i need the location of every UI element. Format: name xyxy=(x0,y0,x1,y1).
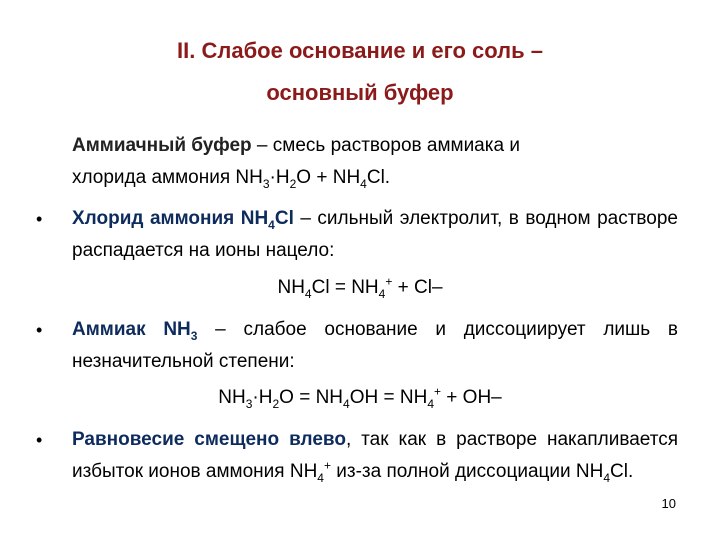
bullet-1-marker: • xyxy=(36,209,43,229)
subscript: 3 xyxy=(245,396,253,411)
equation-part: ·H xyxy=(252,387,273,408)
bullet-3-rest: Cl. xyxy=(610,461,634,482)
bullet-3-rest: из-за полной диссоциации NH xyxy=(331,461,604,482)
equation-part: NH xyxy=(277,277,305,298)
subscript: 4 xyxy=(427,396,434,411)
bullet-2-rest: – слабое основание и диссоциирует лишь в незначительной степени: xyxy=(72,319,678,372)
subscript: 4 xyxy=(603,470,611,485)
title-line-2: основный буфер xyxy=(266,80,454,105)
equation-part: + OH– xyxy=(441,387,502,408)
subscript: 4 xyxy=(360,176,367,191)
equation-part: Cl = NH xyxy=(311,277,379,298)
intro-formula-part: хлорида аммония NH xyxy=(72,167,263,188)
title-line-1: II. Слабое основание и его соль – xyxy=(177,38,543,63)
equation-part: NH xyxy=(218,387,246,408)
subscript: 4 xyxy=(343,396,350,411)
bullet-2-marker: • xyxy=(36,320,43,340)
bullet-3-text xyxy=(72,424,678,488)
equation-1 xyxy=(0,272,720,304)
subscript: 2 xyxy=(272,396,280,411)
intro-formula-part: ·H xyxy=(269,167,290,188)
subscript: 4 xyxy=(268,217,275,232)
bullet-3-term: Равновесие смещено влево xyxy=(72,429,346,450)
superscript: + xyxy=(385,274,393,289)
equation-part: + Cl– xyxy=(392,277,443,298)
subscript: 4 xyxy=(317,470,324,485)
slide-number: 10 xyxy=(661,496,676,511)
equation-part: OH = NH xyxy=(349,387,428,408)
subscript: 4 xyxy=(378,286,386,301)
equation-2 xyxy=(0,382,720,414)
bullet-1-term: Cl xyxy=(274,208,294,229)
intro-formula-part: Cl. xyxy=(366,167,391,188)
intro-formula-part: O + NH xyxy=(296,167,361,188)
subscript: 2 xyxy=(289,176,297,191)
superscript: + xyxy=(434,384,442,399)
slide-title xyxy=(0,30,720,114)
bullet-3-rest: , так как в растворе накапливается избыток ионов аммония NH xyxy=(72,429,679,482)
bullet-1-text xyxy=(72,203,678,267)
bullet-2-term: Аммиак NH xyxy=(72,319,191,340)
intro-paragraph xyxy=(72,130,678,194)
superscript: + xyxy=(323,458,331,473)
subscript: 3 xyxy=(190,328,198,343)
bullet-2-text xyxy=(72,314,678,378)
subscript: 4 xyxy=(304,286,312,301)
intro-line1-rest: – смесь растворов аммиака и xyxy=(251,135,520,156)
bullet-1-rest: – сильный электролит, в водном растворе распадается на ионы нацело: xyxy=(72,208,678,261)
bullet-1-term: Хлорид аммония NH xyxy=(72,208,269,229)
equation-part: O = NH xyxy=(279,387,344,408)
bullet-3-marker: • xyxy=(36,430,43,450)
subscript: 3 xyxy=(262,176,270,191)
intro-term: Аммиачный буфер xyxy=(72,135,252,156)
